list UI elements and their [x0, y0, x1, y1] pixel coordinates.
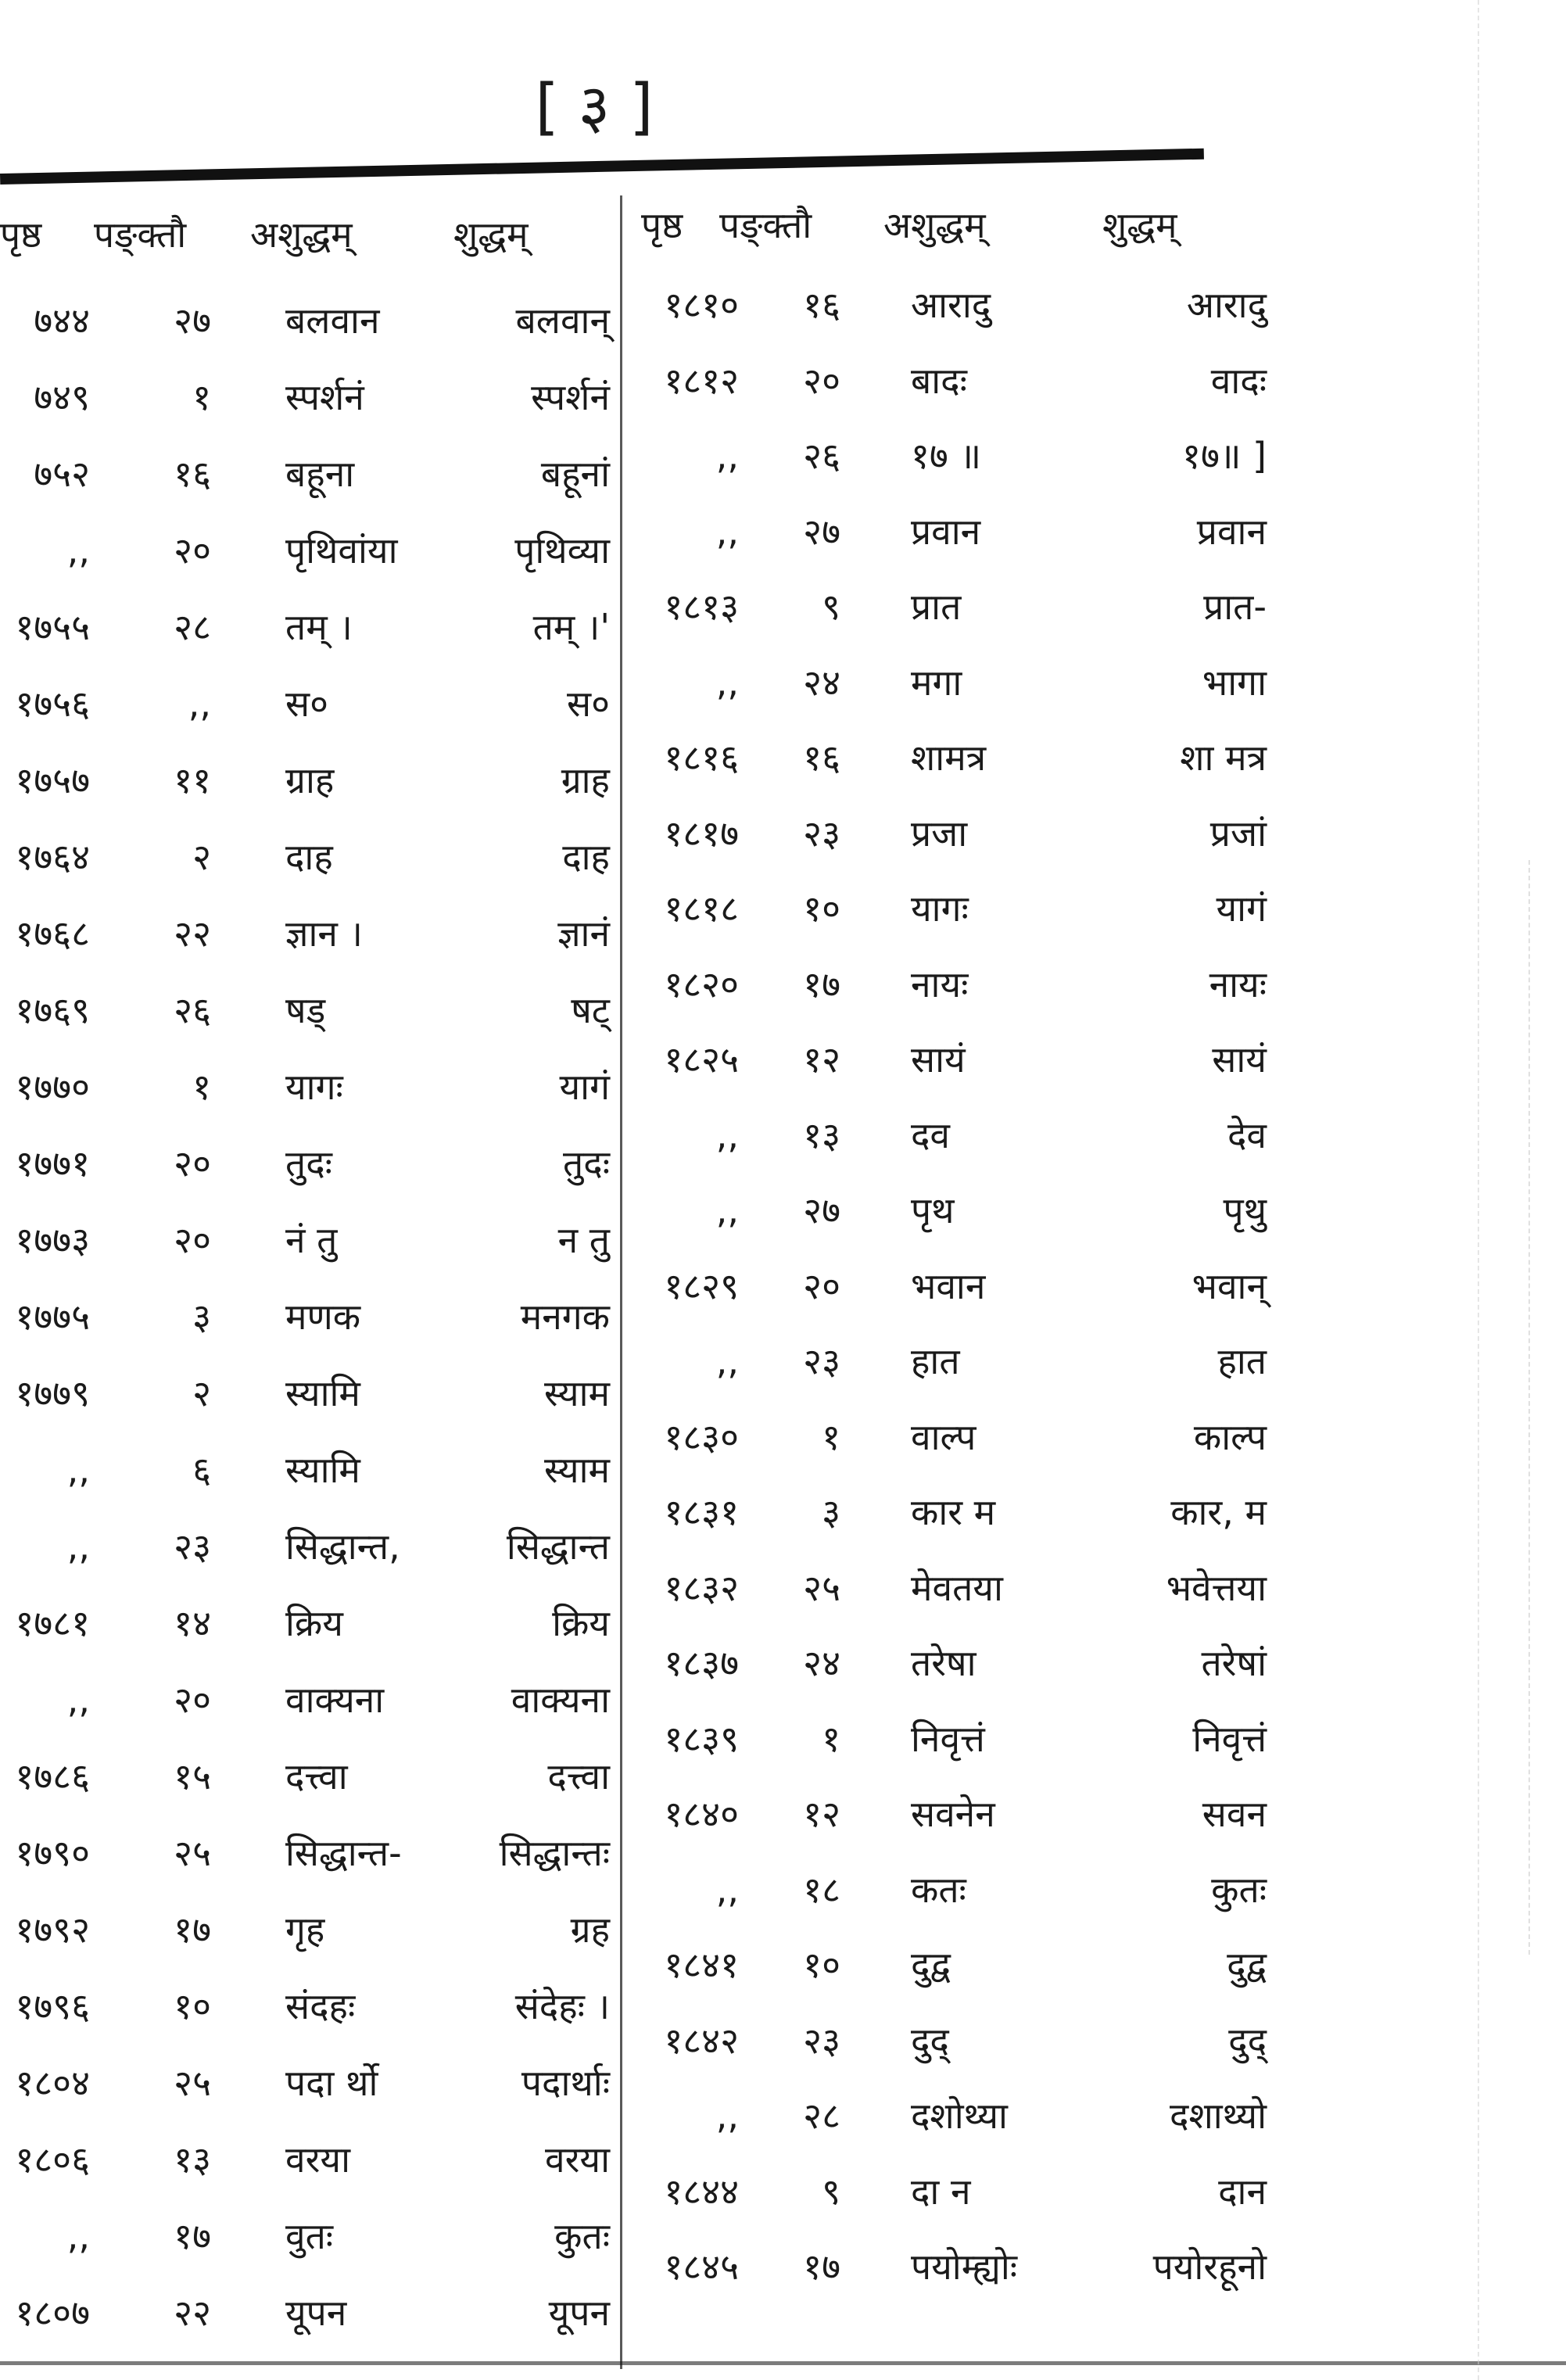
left-incorrect-cell: गृह: [285, 1909, 325, 1951]
right-page-cell: ,,: [715, 1189, 739, 1231]
left-line-cell: २६: [174, 989, 211, 1031]
left-correct-cell: बलवान्: [515, 299, 610, 342]
right-incorrect-cell: बादः: [911, 360, 967, 402]
left-line-cell: २८: [174, 606, 211, 648]
left-incorrect-cell: पृथिवांया: [285, 529, 398, 572]
right-incorrect-cell: शामत्र: [911, 737, 987, 779]
right-incorrect-cell: मगा: [911, 661, 962, 704]
right-incorrect-cell: तरेषा: [911, 1642, 977, 1684]
left-incorrect-cell: वाक्यना: [285, 1679, 385, 1721]
right-line-cell: २५: [803, 1567, 840, 1609]
left-page-cell: १७८१: [15, 1602, 90, 1644]
right-correct-cell: पृथु: [1223, 1189, 1267, 1231]
right-correct-cell: प्रवान: [1196, 511, 1267, 553]
right-line-cell: १६: [803, 737, 840, 779]
left-line-cell: १४: [174, 1602, 211, 1644]
right-line-cell: १२: [803, 1793, 840, 1835]
right-line-cell: १०: [803, 1944, 840, 1986]
left-page-cell: १७७५: [15, 1296, 90, 1338]
left-line-cell: १७: [174, 1909, 211, 1951]
right-page-cell: ,,: [715, 1114, 739, 1156]
left-line-cell: ३: [192, 1296, 211, 1338]
header-line: पङ्क्तौ: [94, 213, 187, 256]
right-correct-cell: यागं: [1216, 887, 1267, 930]
right-correct-cell: काल्प: [1193, 1416, 1267, 1458]
left-page-cell: ,,: [66, 1525, 90, 1568]
right-incorrect-cell: भवान: [911, 1265, 986, 1307]
left-incorrect-cell: बहूना: [285, 453, 355, 495]
right-correct-cell: नायः: [1209, 963, 1267, 1005]
right-line-cell: २७: [803, 1189, 840, 1231]
right-incorrect-cell: दुद्व: [911, 1944, 951, 1986]
right-page-cell: ,,: [715, 511, 739, 553]
header-page: पृष्ठ: [0, 213, 42, 256]
left-correct-cell: षट्: [571, 989, 610, 1031]
left-incorrect-cell: वरया: [285, 2138, 350, 2181]
right-incorrect-cell: मेवतया: [911, 1567, 1003, 1609]
left-page-cell: १७८६: [15, 1755, 90, 1798]
left-incorrect-cell: बलवान: [285, 299, 380, 342]
scan-edge: [1528, 860, 1532, 1955]
right-page-cell: १८४२: [664, 2020, 739, 2062]
right-correct-cell: पयोरहूनो: [1152, 2246, 1267, 2288]
left-correct-cell: तम् ।': [532, 606, 610, 648]
right-line-cell: २४: [803, 661, 840, 704]
right-correct-cell: देव: [1227, 1114, 1267, 1156]
header-incorrect: अशुद्धम्: [250, 213, 353, 256]
right-correct-cell: दशाथ्यो: [1170, 2095, 1267, 2137]
right-page-cell: १८२०: [664, 963, 739, 1005]
right-page-cell: १८४४: [664, 2170, 739, 2213]
left-incorrect-cell: तम् ।: [285, 606, 353, 648]
left-page-cell: १७५५: [15, 606, 90, 648]
right-correct-cell: आरादु: [1186, 284, 1267, 326]
right-line-cell: २३: [803, 812, 840, 855]
right-page-cell: १८३१: [664, 1491, 739, 1533]
left-page-cell: ७४४: [34, 299, 90, 342]
right-page-cell: १८१०: [664, 284, 739, 326]
left-line-cell: २३: [174, 1525, 211, 1568]
left-line-cell: २: [192, 1372, 211, 1414]
left-page-cell: १७६८: [15, 912, 90, 955]
right-incorrect-cell: हात: [911, 1340, 960, 1382]
left-incorrect-cell: क्रिय: [285, 1602, 343, 1644]
left-correct-cell: दत्त्वा: [547, 1755, 610, 1798]
right-page-cell: ,,: [715, 435, 739, 477]
right-line-cell: १२: [803, 1038, 840, 1081]
left-correct-cell: संदेहः ।: [514, 1985, 610, 2027]
right-page-cell: १८३२: [664, 1567, 739, 1609]
right-line-cell: २६: [803, 435, 840, 477]
header-correct: शुद्धम्: [453, 213, 529, 256]
right-incorrect-cell: निवृत्तं: [911, 1718, 985, 1760]
left-correct-cell: बहूनां: [540, 453, 610, 495]
left-line-cell: २२: [174, 912, 211, 955]
left-correct-cell: स्पर्शनं: [531, 376, 610, 418]
left-correct-cell: सिद्धान्त: [506, 1525, 610, 1568]
right-page-cell: १८३०: [664, 1416, 739, 1458]
right-incorrect-cell: कतः: [911, 1869, 966, 1911]
right-line-cell: ९: [822, 2170, 840, 2213]
right-line-cell: १: [822, 1718, 840, 1760]
left-incorrect-cell: यूपन: [285, 2292, 347, 2334]
right-page-cell: १८१६: [664, 737, 739, 779]
left-page-cell: ,,: [66, 1449, 90, 1491]
left-incorrect-cell: यागः: [285, 1066, 343, 1108]
left-line-cell: २०: [174, 1679, 211, 1721]
left-correct-cell: क्रिय: [552, 1602, 610, 1644]
left-correct-cell: मनगक: [520, 1296, 610, 1338]
right-correct-cell: भागा: [1202, 661, 1267, 704]
right-line-cell: २०: [803, 1265, 840, 1307]
right-line-cell: १६: [803, 284, 840, 326]
right-incorrect-cell: कार म: [911, 1491, 996, 1533]
left-correct-cell: स्याम: [544, 1449, 610, 1491]
right-line-cell: २०: [803, 360, 840, 402]
right-page-cell: ,,: [715, 1340, 739, 1382]
right-page-cell: १८३९: [664, 1718, 739, 1760]
left-page-cell: १७७१: [15, 1142, 90, 1185]
right-correct-cell: हात: [1217, 1340, 1267, 1382]
right-correct-cell: निवृत्तं: [1192, 1718, 1267, 1760]
left-correct-cell: ज्ञानं: [557, 912, 610, 955]
right-page-cell: ,,: [715, 2095, 739, 2137]
right-line-cell: २८: [803, 2095, 840, 2137]
left-incorrect-cell: मणक: [285, 1296, 361, 1338]
right-page-cell: ,,: [715, 661, 739, 704]
left-line-cell: २०: [174, 1142, 211, 1185]
left-incorrect-cell: षड्: [285, 989, 326, 1031]
left-incorrect-cell: संदहः: [285, 1985, 356, 2027]
right-page-cell: १८१२: [664, 360, 739, 402]
left-line-cell: ११: [174, 759, 211, 801]
right-incorrect-cell: सवनेन: [911, 1793, 995, 1835]
right-line-cell: २३: [803, 2020, 840, 2062]
right-line-cell: ९: [822, 586, 840, 628]
left-incorrect-cell: तुदः: [285, 1142, 332, 1185]
left-page-cell: १७५७: [15, 759, 90, 801]
right-page-cell: ,,: [715, 1869, 739, 1911]
left-page-cell: ७४९: [34, 376, 90, 418]
left-incorrect-cell: ज्ञान ।: [285, 912, 363, 955]
right-correct-cell: भवान्: [1192, 1265, 1267, 1307]
left-line-cell: २२: [174, 2292, 211, 2334]
left-line-cell: १: [192, 376, 211, 418]
left-correct-cell: वरया: [545, 2138, 610, 2181]
right-correct-cell: प्रजां: [1209, 812, 1267, 855]
left-correct-cell: तुदः: [563, 1142, 610, 1185]
right-incorrect-cell: पयोम्ह्योः: [911, 2246, 1018, 2288]
right-correct-cell: तरेषां: [1201, 1642, 1267, 1684]
left-line-cell: १६: [174, 453, 211, 495]
left-line-cell: ,,: [188, 683, 211, 725]
header-incorrect: अशुद्धम्: [883, 204, 986, 246]
right-page-cell: १८३७: [664, 1642, 739, 1684]
right-incorrect-cell: दुद्: [911, 2020, 949, 2062]
right-correct-cell: सवन: [1202, 1793, 1267, 1835]
right-incorrect-cell: नायः: [911, 963, 969, 1005]
left-correct-cell: स०: [566, 683, 610, 725]
left-correct-cell: यूपन: [548, 2292, 610, 2334]
left-line-cell: २५: [174, 1832, 211, 1874]
page-number: [ ३ ]: [535, 72, 654, 142]
right-incorrect-cell: आरादु: [911, 284, 991, 326]
left-correct-cell: न तु: [557, 1219, 610, 1261]
right-page-cell: १८२५: [664, 1038, 739, 1081]
left-correct-cell: सिद्धान्तः: [499, 1832, 610, 1874]
scan-edge: [1478, 0, 1481, 2380]
left-incorrect-cell: वुतः: [285, 2215, 334, 2257]
left-incorrect-cell: ग्राह: [285, 759, 335, 801]
right-incorrect-cell: पृथ: [911, 1189, 955, 1231]
left-incorrect-cell: नं तु: [285, 1219, 338, 1261]
left-page-cell: १७६४: [15, 836, 90, 878]
right-page-cell: १८४५: [664, 2246, 739, 2288]
right-correct-cell: दुद्: [1228, 2020, 1267, 2062]
left-correct-cell: पृथिव्या: [514, 529, 610, 572]
left-page-cell: १७७३: [15, 1219, 90, 1261]
left-line-cell: १०: [174, 1985, 211, 2027]
right-correct-cell: प्रात-: [1203, 586, 1267, 628]
left-correct-cell: कुतः: [554, 2215, 610, 2257]
right-line-cell: १०: [803, 887, 840, 930]
left-correct-cell: स्याम: [544, 1372, 610, 1414]
right-correct-cell: १७॥ ]: [1182, 435, 1267, 477]
right-line-cell: १७: [803, 963, 840, 1005]
header-rule: [0, 149, 1204, 185]
left-page-cell: ,,: [66, 2215, 90, 2257]
left-page-cell: १७९०: [15, 1832, 90, 1874]
left-correct-cell: दाह: [562, 836, 610, 878]
header-page: पृष्ठ: [641, 204, 683, 246]
right-page-cell: १८४०: [664, 1793, 739, 1835]
right-correct-cell: सायं: [1212, 1038, 1267, 1081]
right-page-cell: १८१८: [664, 887, 739, 930]
left-incorrect-cell: सिद्धान्त,: [285, 1525, 400, 1568]
left-line-cell: २७: [174, 299, 211, 342]
right-line-cell: २७: [803, 511, 840, 553]
right-line-cell: १: [822, 1416, 840, 1458]
right-page-cell: १८१३: [664, 586, 739, 628]
left-line-cell: ६: [192, 1449, 211, 1491]
left-page-cell: १७९६: [15, 1985, 90, 2027]
left-page-cell: १७६९: [15, 989, 90, 1031]
left-line-cell: २०: [174, 1219, 211, 1261]
left-incorrect-cell: स्यामि: [285, 1372, 360, 1414]
left-correct-cell: ग्राह: [561, 759, 610, 801]
right-page-cell: १८४१: [664, 1944, 739, 1986]
right-incorrect-cell: दा न: [911, 2170, 971, 2213]
right-incorrect-cell: प्रवान: [911, 511, 981, 553]
left-page-cell: १७७०: [15, 1066, 90, 1108]
left-incorrect-cell: पदा र्थो: [285, 2062, 378, 2104]
right-line-cell: १७: [803, 2246, 840, 2288]
right-correct-cell: शा मत्र: [1180, 737, 1267, 779]
right-incorrect-cell: सायं: [911, 1038, 966, 1081]
right-correct-cell: वादः: [1210, 360, 1267, 402]
right-correct-cell: दान: [1218, 2170, 1267, 2213]
right-incorrect-cell: दशोथ्या: [911, 2095, 1008, 2137]
right-line-cell: २३: [803, 1340, 840, 1382]
left-page-cell: १७९२: [15, 1909, 90, 1951]
header-correct: शुद्धम्: [1102, 204, 1177, 246]
right-incorrect-cell: १७ ॥: [911, 435, 982, 477]
left-incorrect-cell: स०: [285, 683, 329, 725]
footer-rule: [0, 2361, 1566, 2365]
left-correct-cell: पदार्थाः: [521, 2062, 610, 2104]
left-incorrect-cell: स्यामि: [285, 1449, 360, 1491]
left-line-cell: २: [192, 836, 211, 878]
left-page-cell: १८०७: [15, 2292, 90, 2334]
left-correct-cell: ग्रह: [570, 1909, 610, 1951]
left-page-cell: १७५६: [15, 683, 90, 725]
left-page-cell: १८०४: [15, 2062, 90, 2104]
right-page-cell: १८१७: [664, 812, 739, 855]
left-line-cell: २५: [174, 2062, 211, 2104]
right-line-cell: १८: [803, 1869, 840, 1911]
left-page-cell: १८०६: [15, 2138, 90, 2181]
right-incorrect-cell: वाल्प: [911, 1416, 977, 1458]
left-incorrect-cell: दाह: [285, 836, 333, 878]
right-correct-cell: दुद्व: [1227, 1944, 1267, 1986]
left-page-cell: ,,: [66, 1679, 90, 1721]
right-incorrect-cell: प्रजा: [911, 812, 968, 855]
header-line: पङ्क्तौ: [719, 204, 812, 246]
right-incorrect-cell: दव: [911, 1114, 951, 1156]
right-line-cell: १३: [803, 1114, 840, 1156]
left-incorrect-cell: दत्त्वा: [285, 1755, 348, 1798]
left-page-cell: ७५२: [34, 453, 90, 495]
right-correct-cell: भवेत्तया: [1166, 1567, 1267, 1609]
left-line-cell: १: [192, 1066, 211, 1108]
right-line-cell: २४: [803, 1642, 840, 1684]
left-incorrect-cell: स्पर्शनं: [285, 376, 364, 418]
left-line-cell: १३: [174, 2138, 211, 2181]
right-incorrect-cell: प्रात: [911, 586, 962, 628]
left-line-cell: १५: [174, 1755, 211, 1798]
right-line-cell: ३: [822, 1491, 840, 1533]
left-page-cell: ,,: [66, 529, 90, 572]
left-line-cell: १७: [174, 2215, 211, 2257]
right-correct-cell: कुतः: [1211, 1869, 1267, 1911]
left-correct-cell: वाक्यना: [511, 1679, 610, 1721]
left-correct-cell: यागं: [559, 1066, 610, 1108]
right-correct-cell: कार, म: [1170, 1491, 1267, 1533]
right-incorrect-cell: यागः: [911, 887, 969, 930]
left-page-cell: १७७९: [15, 1372, 90, 1414]
left-incorrect-cell: सिद्धान्त-: [285, 1832, 402, 1874]
right-page-cell: १८२९: [664, 1265, 739, 1307]
left-line-cell: २०: [174, 529, 211, 572]
